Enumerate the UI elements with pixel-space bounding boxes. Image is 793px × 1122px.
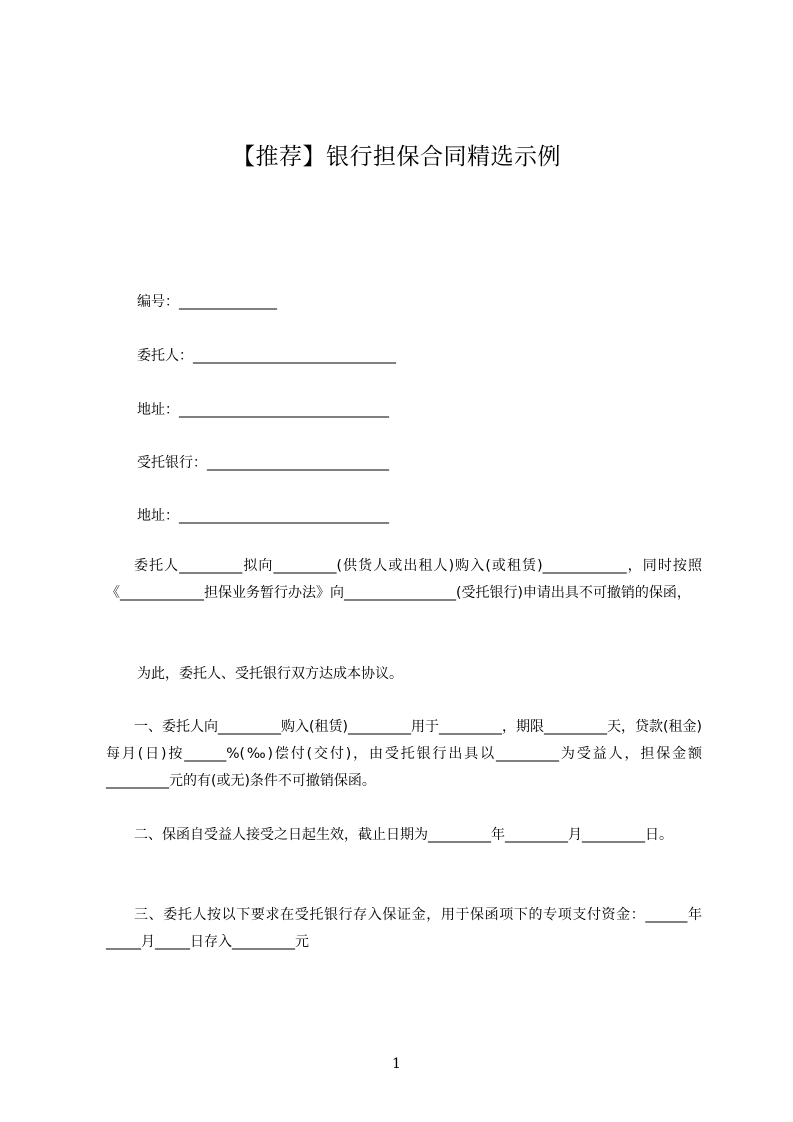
intro-paragraph: 委托人_________拟向_________(供货人或出租人)购入(或租赁)____________，同时按照《____________担保业务暂行办法》向________________(受托银行)申请出具不可撤销的保函， (106, 558, 702, 601)
clause-three-paragraph: 三、委托人按以下要求在受托银行存入保证金，用于保函项下的专项支付资金：______年_____月_____日存入_________元 (106, 907, 702, 950)
clause-two-paragraph: 二、保函自受益人接受之日起生效，截止日期为_________年_________月_________日。 (134, 827, 673, 843)
page-number: 1 (392, 1056, 401, 1072)
principal-field: 委托人：_____________________________ (137, 348, 396, 364)
agreement-paragraph: 为此，委托人、受托银行双方达成本协议。 (137, 666, 403, 682)
clause-one-paragraph: 一、委托人向_________购入(租赁)_________用于_________，期限_________天，贷款(租金)每月(日)按______%(‰)偿付(交付)，由受托银行出具以_________为受益人，担保金额_________元的有(或无)条件不可撤销保函。 (106, 719, 702, 789)
principal-address-field: 地址：______________________________ (137, 402, 389, 418)
bank-address-field: 地址：______________________________ (137, 508, 389, 524)
entrusted-bank-field: 受托银行：__________________________ (137, 455, 389, 471)
document-title: 【推荐】银行担保合同精选示例 (232, 144, 561, 170)
contract-number-field: 编号：______________ (137, 294, 277, 310)
